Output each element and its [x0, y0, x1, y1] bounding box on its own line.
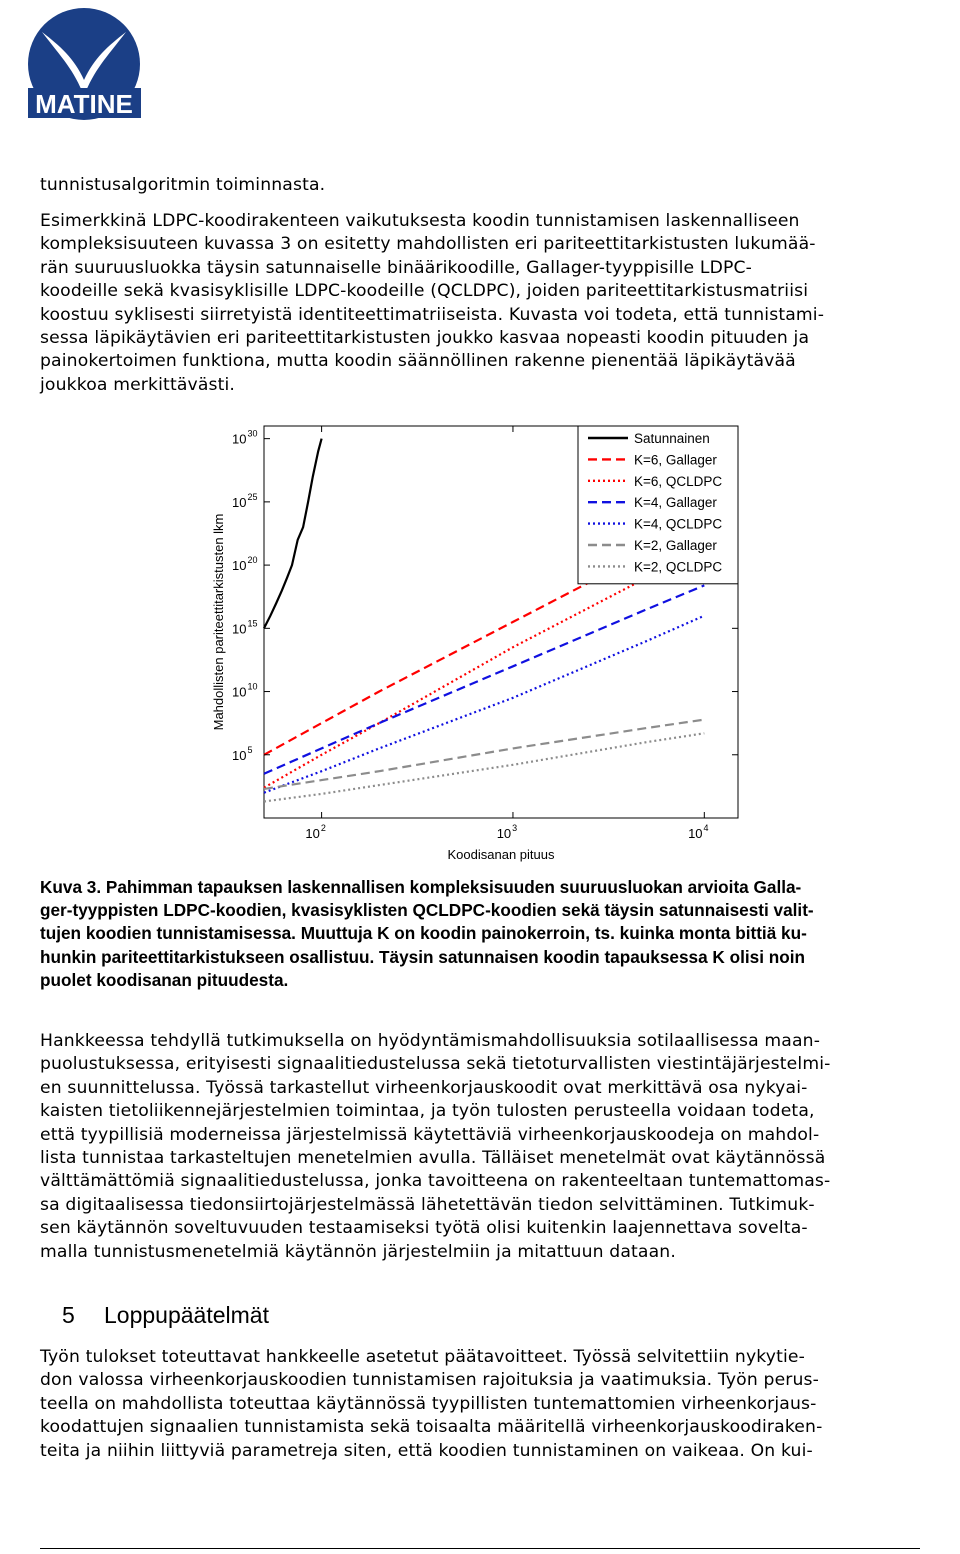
y-tick-label-6: $10^{30}$ — [232, 428, 258, 447]
y-tick-label-1: $10^5$ — [232, 744, 253, 763]
y-tick-label-5: $10^{25}$ — [232, 491, 258, 510]
legend-label-3: K=6, QCLDPC — [634, 473, 723, 489]
section-number: 5 — [62, 1302, 75, 1328]
section-heading — [62, 1302, 269, 1329]
y-tick-label-3: $10^{15}$ — [232, 618, 258, 637]
y-axis-label: Mahdollisten pariteettitarkistusten lkm — [211, 513, 226, 731]
y-tick-label-2: $10^{10}$ — [232, 681, 258, 700]
matine-logo-graphic — [22, 6, 147, 124]
matine-logo — [22, 6, 147, 124]
legend-label-6: K=2, Gallager — [634, 538, 717, 553]
paragraph-ldpc-example: Esimerkkinä LDPC-koodirakenteen vaikutuksesta koodin tunnistamisen laskennalliseen kompleksisuuteen kuvassa 3 on esitetty mahdollisten eri pariteettitarkistusten lukumää- rän suuruusluokka täysin satunnaiselle binäärikoodille, Gallager-tyyppisille LDPC- koodeille sekä kvasisyklisille LDPC-koodeille (QCLDPC), joiden pariteettitarkistusmatriisi koostuu syklisesti siirretyistä identiteettimatriiseista. Kuvasta voi todeta, että tunnistami- sessa läpikäytävien eri pariteettitarkistusten joukko kasvaa nopeasti koodin pituuden ja painokertoimen funktiona, mutta koodin säännöllinen rakenne pienentää läpikäytävää joukkoa merkittävästi. — [40, 211, 825, 395]
logo-text: MATINE — [35, 89, 133, 119]
x-tick-label-1: $10^2$ — [305, 823, 326, 841]
legend-label-7: K=2, QCLDPC — [634, 559, 723, 575]
x-tick-label-2: $10^3$ — [496, 823, 518, 841]
x-axis-label: Koodisanan pituus — [447, 847, 555, 862]
figure-caption: Kuva 3. Pahimman tapauksen laskennallisen kompleksisuuden suuruusluokan arvioita Galla- ger-tyyppisten LDPC-koodien, kvasisyklisten QCLDPC-koodien sekä täysin satunnaisesti valit- tujen koodien tunnistamisessa. Muuttuja K on koodin painokerroin, ts. kuinka monta bittiä ku- hunkin pariteettitarkistukseen osallistuu. Täysin satunnaisen koodin tapauksessa K olisi noin puolet koodisanan pituudesta. — [40, 877, 814, 990]
figure-3 — [190, 420, 770, 868]
legend-label-4: K=4, Gallager — [634, 495, 717, 511]
paragraph-utilization: Hankkeessa tehdyllä tutkimuksella on hyödyntämismahdollisuuksia sotilaallisessa maan- puolustuksessa, erityisesti signaalitiedustelussa sekä tietoturvallisten viestintäjärjestelmi- en suunnittelussa. Työssä tarkastellut virheenkorjauskoodit ovat merkittävä osa nykyai- kaisten tietoliikennejärjestelmien toimintaa, ja työn tulosten perusteella voidaan todeta, että tyypillisiä moderneissa järjestelmissä käytettäviä virheenkorjauskoodeja on mahdol- lista tunnistaa tarkasteltujen menetelmien avulla. Tälläiset menetelmät ovat käytännössä välttämättömiä signaalitiedustelussa, jonka tavoitteena on rakenteeltaan tuntemattomas- sa digitaalisessa tiedonsiirtojärjestelmässä lähetettävän tiedon selvittäminen. Tutkimuk- sen käytännön soveltuvuuden testaamiseksi työtä olisi kuitenkin laajennettava sovelta- malla tunnistusmenetelmiä käytännön järjestelmiin ja mitattuun dataan. — [40, 1031, 831, 1262]
paragraph-intro: tunnistusalgoritmin toiminnasta. — [40, 175, 326, 195]
paragraph-conclusions: Työn tulokset toteuttavat hankkeelle asetetut päätavoitteet. Työssä selvitettiin nykytie- don valossa virheenkorjauskoodien tunnistamisen rajoituksia ja vaatimuksia. Työn perus- teella on mahdollista toteuttaa käytännössä tyypillisten tuntemattomien virheenkorjaus- koodattujen signaalien tunnistamista sekä toisaalta määritellä virheenkorjauskoodiraken- teita ja niihin liittyviä parametreja siten, että koodien tunnistaminen on vaikeaa. On kui- — [40, 1347, 823, 1461]
legend-label-5: K=4, QCLDPC — [634, 516, 723, 532]
complexity-chart — [190, 420, 770, 868]
y-tick-label-4: $10^{20}$ — [232, 555, 258, 574]
x-tick-label-3: $10^4$ — [688, 823, 709, 841]
legend-label-1: Satunnainen — [634, 431, 710, 446]
legend-label-2: K=6, Gallager — [634, 452, 717, 468]
section-title: Loppupäätelmät — [104, 1302, 269, 1328]
footer-rule — [40, 1548, 920, 1549]
